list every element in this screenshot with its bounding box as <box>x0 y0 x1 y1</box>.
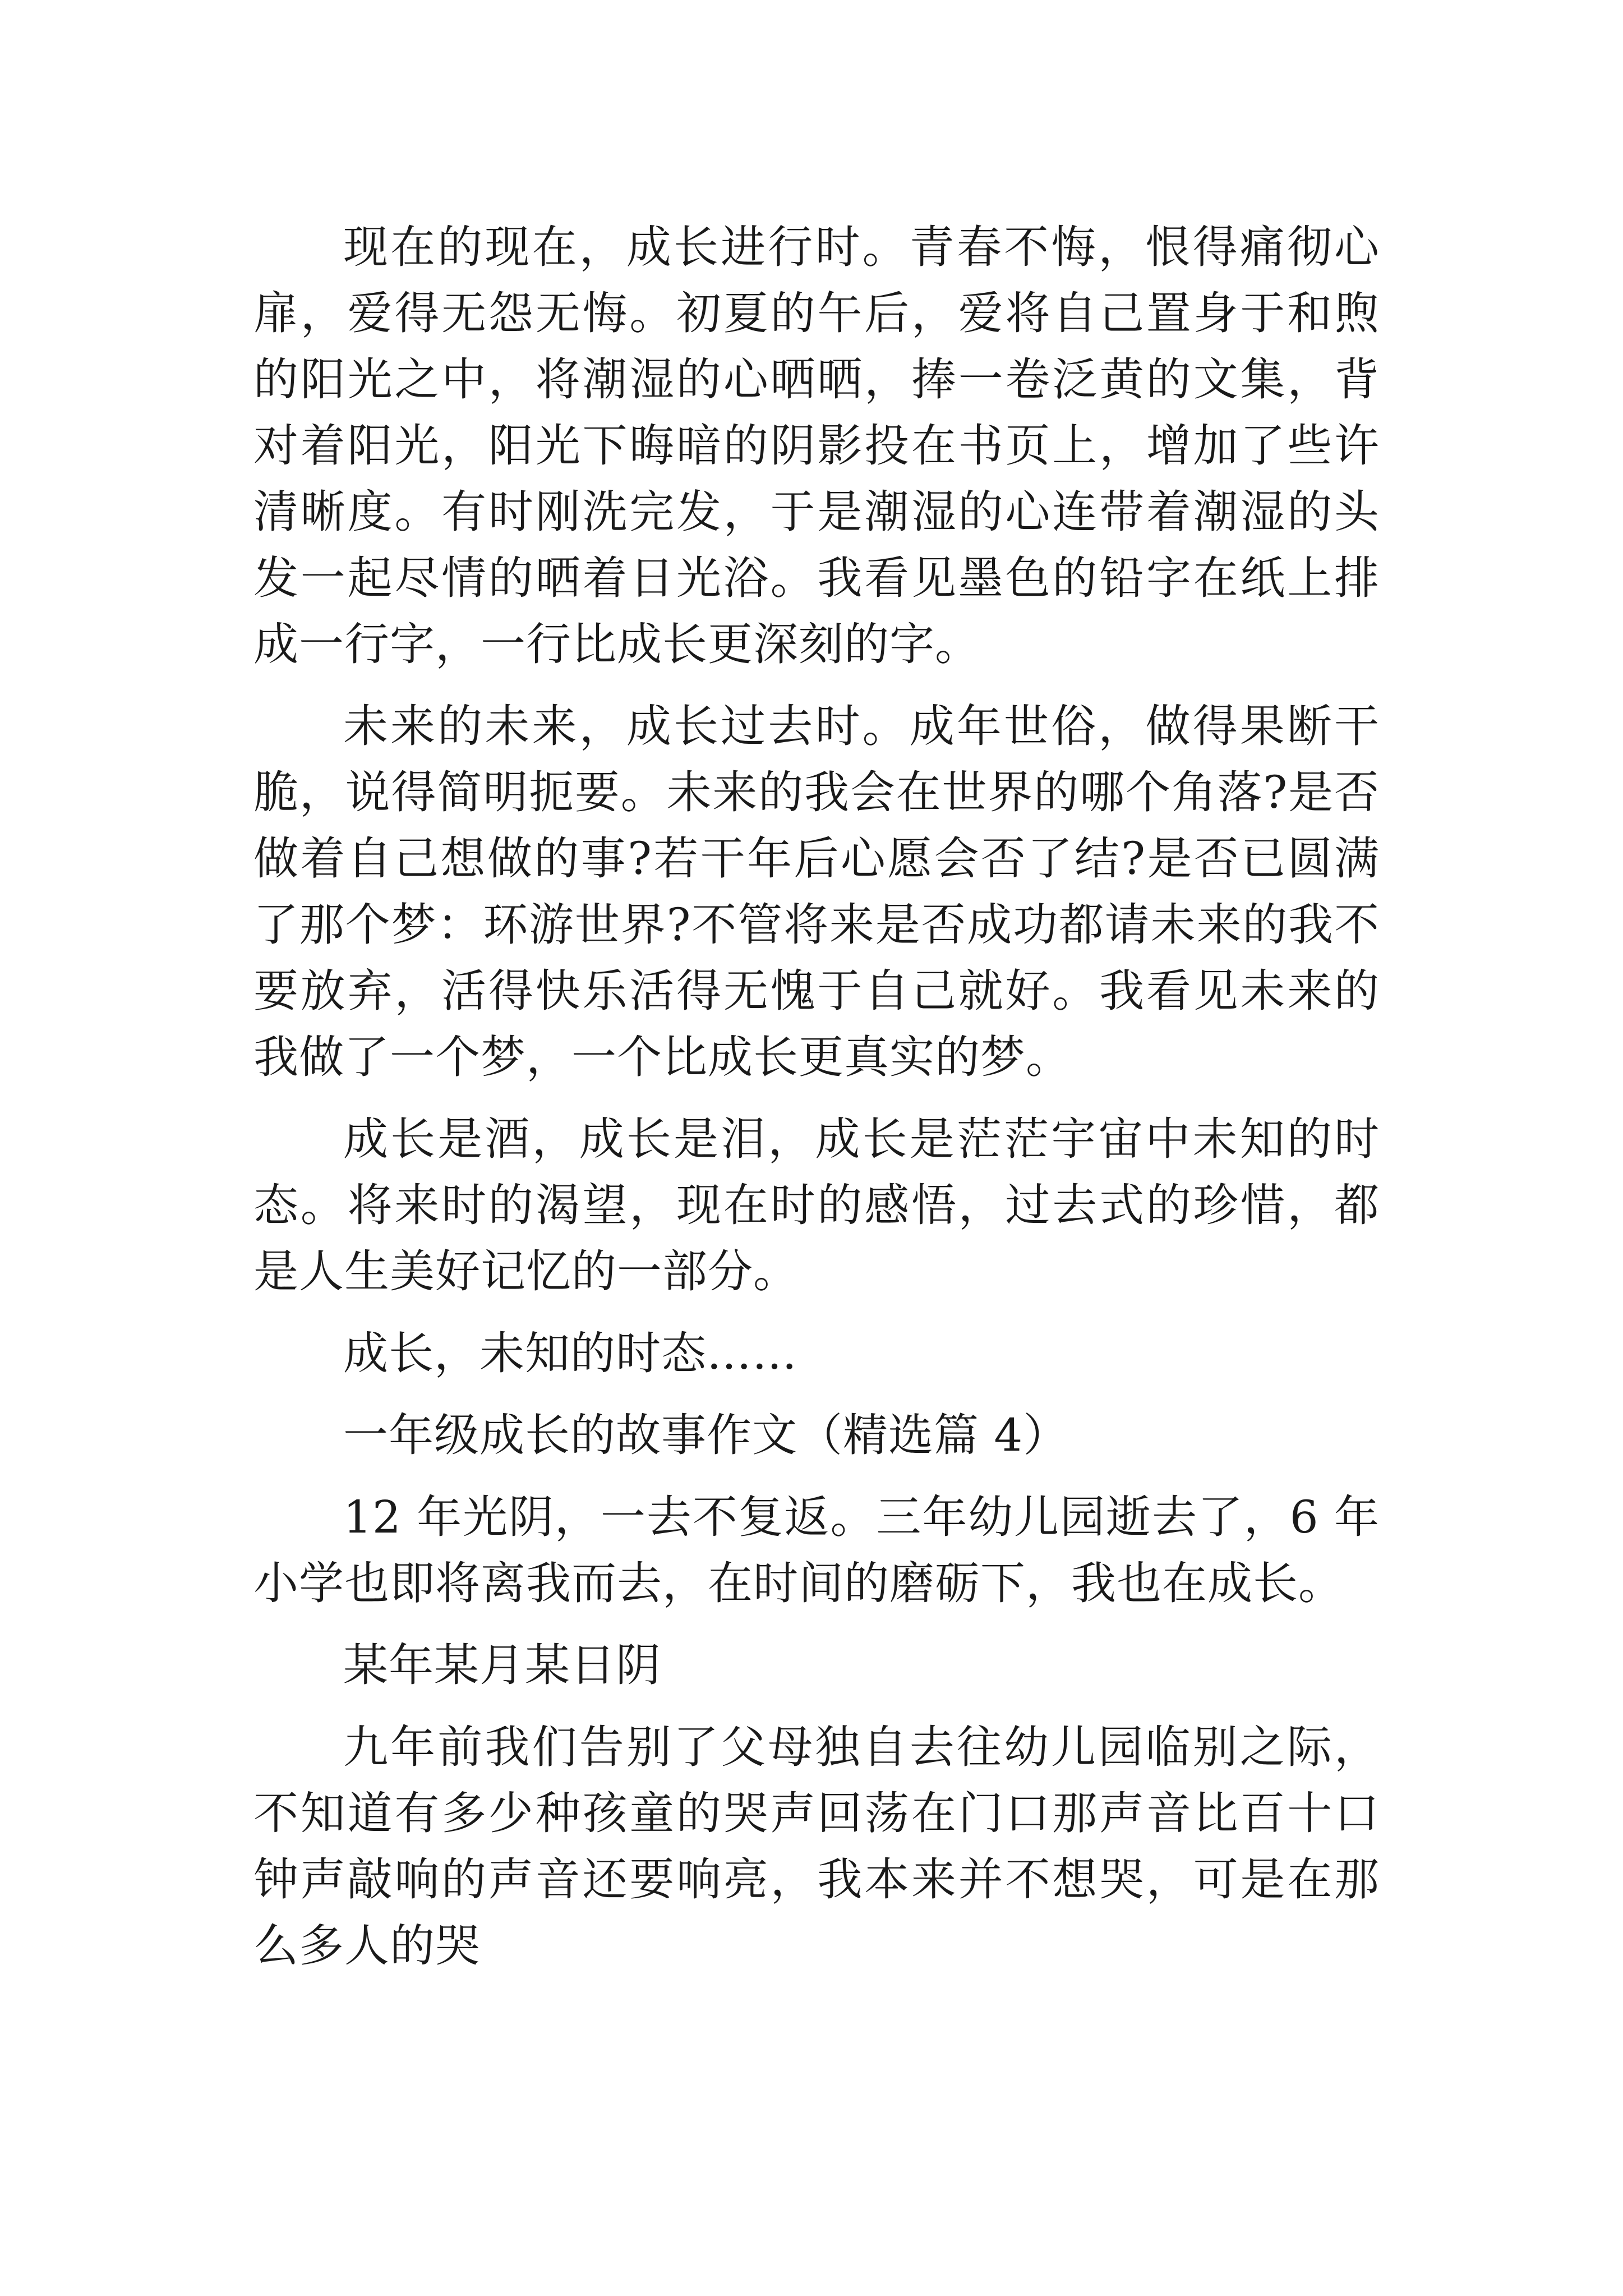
essay-section-title: 一年级成长的故事作文（精选篇 4） <box>343 1409 1069 1461</box>
document-body <box>253 214 1380 1995</box>
paragraph-closing-line: 成长，未知的时态…… <box>343 1327 797 1379</box>
paragraph-growth-summary: 成长是酒，成长是泪，成长是茫茫宇宙中未知的时态。将来时的渴望，现在时的感悟，过去式的珍惜，都是人生美好记忆的一部分。 <box>253 1113 1380 1297</box>
paragraph-kindergarten: 九年前我们告别了父母独自去往幼儿园临别之际，不知道有多少种孩童的哭声回荡在门口那声音比百十口钟声敲响的声音还要响亮，我本来并不想哭，可是在那么多人的哭 <box>253 1721 1380 1972</box>
diary-date-line: 某年某月某日阴 <box>343 1639 661 1691</box>
paragraph-twelve-years: 12 年光阴，一去不复返。三年幼儿园逝去了，6 年小学也即将离我而去，在时间的磨砺下，我也在成长。 <box>253 1491 1380 1609</box>
paragraph-present-tense: 现在的现在，成长进行时。青春不悔，恨得痛彻心扉，爱得无怨无悔。初夏的午后，爱将自己置身于和煦的阳光之中，将潮湿的心晒晒，捧一卷泛黄的文集，背对着阳光，阳光下晦暗的阴影投在书页上，增加了些许清晰度。有时刚洗完发，于是潮湿的心连带着潮湿的头发一起尽情的晒着日光浴。我看见墨色的铅字在纸上排成一行字，一行比成长更深刻的字。 <box>253 221 1380 670</box>
paragraph-future-tense: 未来的未来，成长过去时。成年世俗，做得果断干脆，说得简明扼要。未来的我会在世界的哪个角落?是否做着自己想做的事?若干年后心愿会否了结?是否已圆满了那个梦：环游世界?不管将来是否成功都请未来的我不要放弃，活得快乐活得无愧于自己就好。我看见未来的我做了一个梦，一个比成长更真实的梦。 <box>253 700 1380 1083</box>
